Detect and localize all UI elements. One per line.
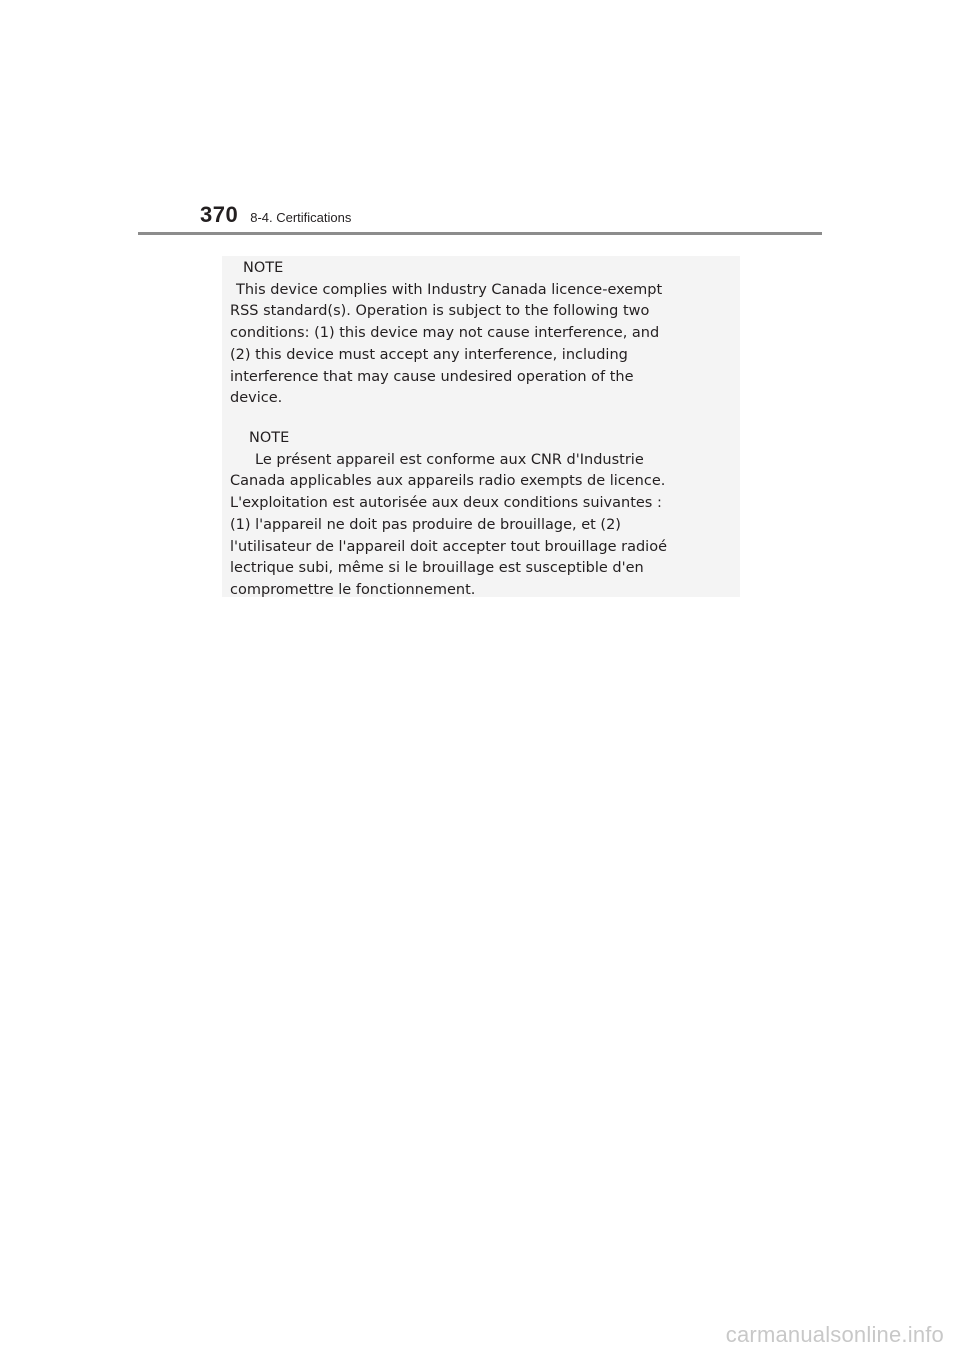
note-english (230, 258, 662, 410)
note-line: (1) l'appareil ne doit pas produire de brouillage, et (2) (230, 516, 621, 533)
note-line: compromettre le fonctionnement. (230, 581, 476, 598)
note-panel (222, 256, 740, 597)
note-line: (2) this device must accept any interference, including (230, 346, 628, 363)
section-title: 8-4. Certifications (250, 210, 352, 225)
note-line: L'exploitation est autorisée aux deux conditions suivantes : (230, 495, 662, 512)
note-line: l'utilisateur de l'appareil doit accepter tout brouillage radioé (230, 538, 667, 555)
note-heading-english: NOTE (243, 260, 284, 276)
note-line: RSS standard(s). Operation is subject to the following two (230, 303, 650, 320)
note-french (230, 428, 667, 602)
note-line: interference that may cause undesired operation of the (230, 368, 634, 385)
note-heading-french: NOTE (249, 430, 290, 446)
note-line: device. (230, 390, 283, 407)
note-line: Le présent appareil est conforme aux CNR d'Industrie (255, 451, 644, 468)
note-line: conditions: (1) this device may not cause interference, and (230, 325, 660, 342)
page-header (200, 202, 351, 232)
note-line: Canada applicables aux appareils radio exempts de licence. (230, 473, 666, 490)
note-line: This device complies with Industry Canada licence-exempt (236, 281, 663, 298)
watermark: carmanualsonline.info (725, 1322, 944, 1347)
note-line: lectrique subi, même si le brouillage est susceptible d'en (230, 560, 644, 577)
header-divider (138, 232, 822, 235)
page-number: 370 (200, 202, 239, 227)
